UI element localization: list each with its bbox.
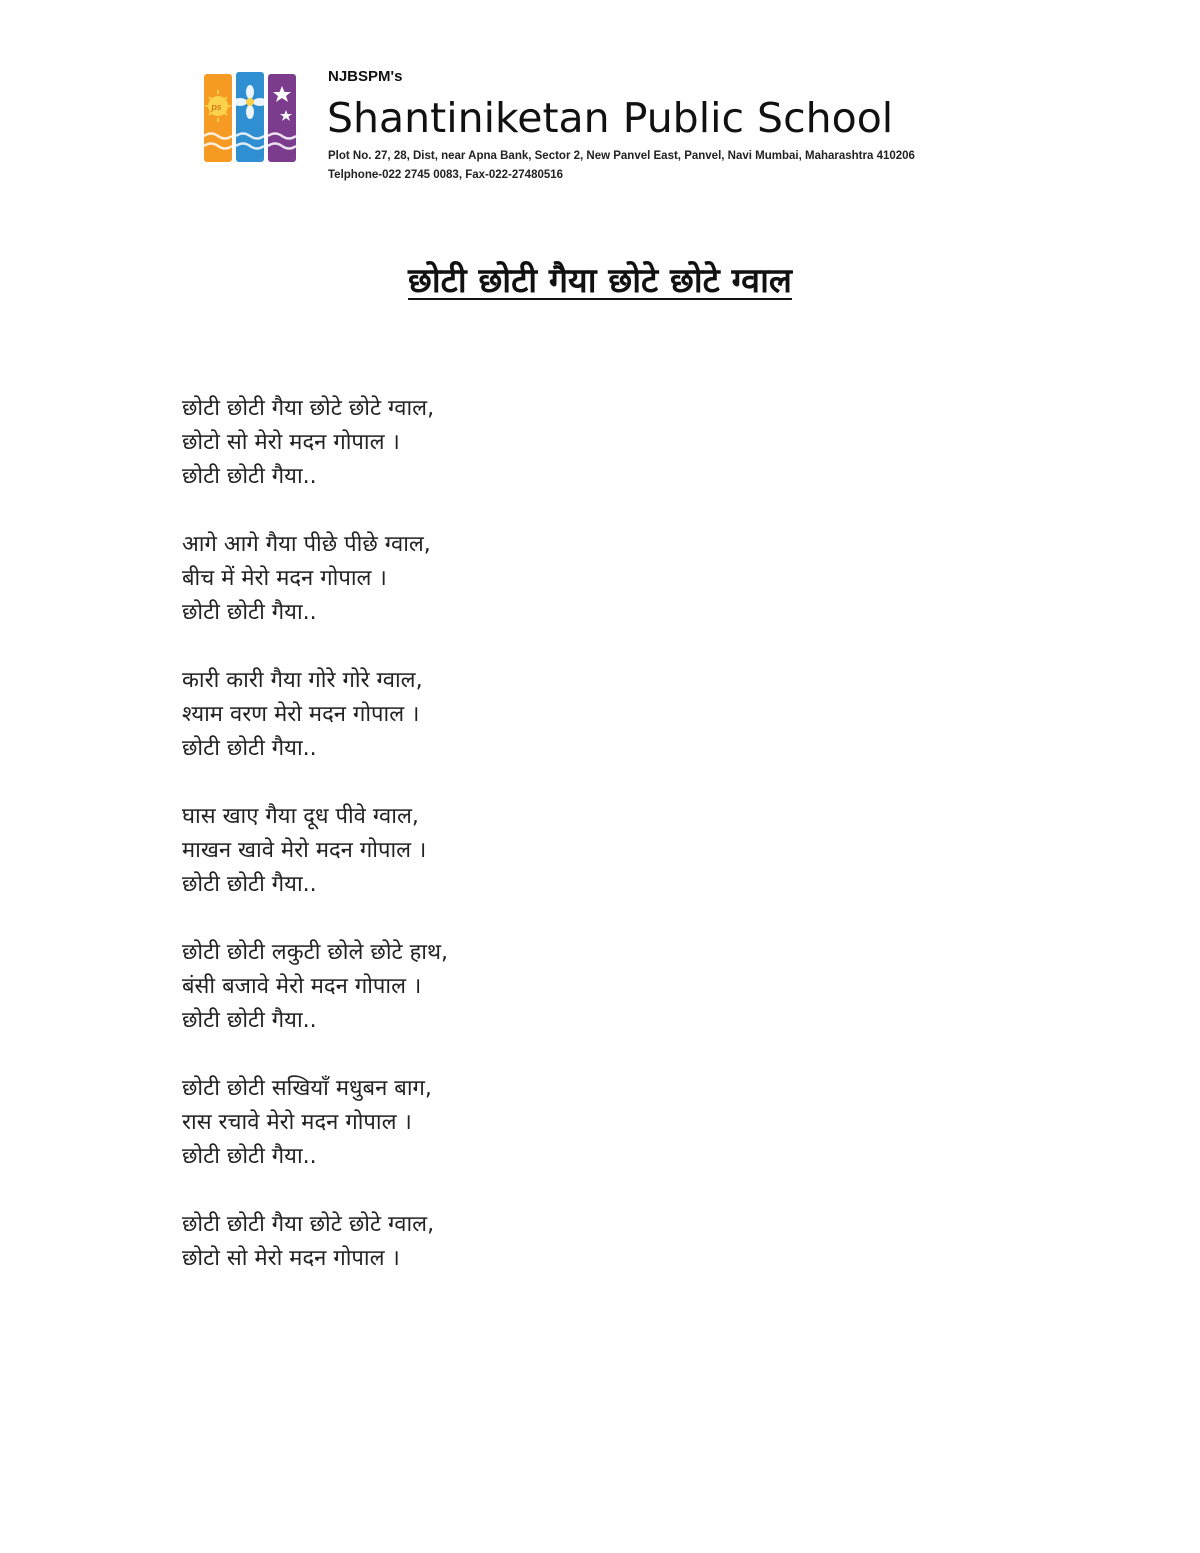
stanza <box>182 936 882 1038</box>
poem-line: छोटी छोटी गैया छोटे छोटे ग्वाल, <box>182 1212 435 1237</box>
poem-body <box>182 392 882 1310</box>
poem-line: छोटी छोटी गैया छोटे छोटे ग्वाल, <box>182 396 435 421</box>
school-logo-icon <box>200 70 300 166</box>
poem-line: छोटो सो मेरो मदन गोपाल । <box>182 1246 400 1271</box>
poem-line: छोटी छोटी सखियाँ मधुबन बाग, <box>182 1076 432 1101</box>
poem-line: रास रचावे मेरो मदन गोपाल । <box>182 1110 412 1135</box>
stanza <box>182 392 882 494</box>
poem-line: छोटी छोटी गैया.. <box>182 1008 317 1033</box>
page-title-text: छोटी छोटी गैया छोटे छोटे ग्वाल <box>408 261 792 301</box>
poem-line: बंसी बजावे मेरो मदन गोपाल । <box>182 974 422 999</box>
stanza <box>182 800 882 902</box>
poem-line: श्याम वरण मेरो मदन गोपाल । <box>182 702 420 727</box>
poem-line: बीच में मेरो मदन गोपाल । <box>182 566 387 591</box>
poem-line: छोटी छोटी गैया.. <box>182 464 317 489</box>
poem-line: छोटी छोटी गैया.. <box>182 1144 317 1169</box>
poem-line: छोटी छोटी गैया.. <box>182 736 317 761</box>
page-title <box>0 256 1200 302</box>
poem-line: घास खाए गैया दूध पीवे ग्वाल, <box>182 804 419 829</box>
poem-line: माखन खावे मेरो मदन गोपाल । <box>182 838 427 863</box>
stanza <box>182 528 882 630</box>
stanza <box>182 1208 882 1276</box>
school-name: Shantiniketan Public School <box>327 94 894 142</box>
stanza <box>182 664 882 766</box>
school-address: Plot No. 27, 28, Dist, near Apna Bank, Sector 2, New Panvel East, Panvel, Navi Mumbai, Maharashtra 410206 <box>328 150 915 162</box>
poem-line: छोटी छोटी गैया.. <box>182 600 317 625</box>
poem-line: कारी कारी गैया गोरे गोरे ग्वाल, <box>182 668 423 693</box>
school-contact: Telphone-022 2745 0083, Fax-022-27480516 <box>328 169 564 181</box>
org-label: NJBSPM's <box>328 68 403 85</box>
poem-line: छोटी छोटी गैया.. <box>182 872 317 897</box>
svg-text:ps: ps <box>211 103 222 113</box>
poem-line: छोटी छोटी लकुटी छोले छोटे हाथ, <box>182 940 449 965</box>
poem-line: छोटो सो मेरो मदन गोपाल । <box>182 430 400 455</box>
stanza <box>182 1072 882 1174</box>
poem-line: आगे आगे गैया पीछे पीछे ग्वाल, <box>182 532 431 557</box>
